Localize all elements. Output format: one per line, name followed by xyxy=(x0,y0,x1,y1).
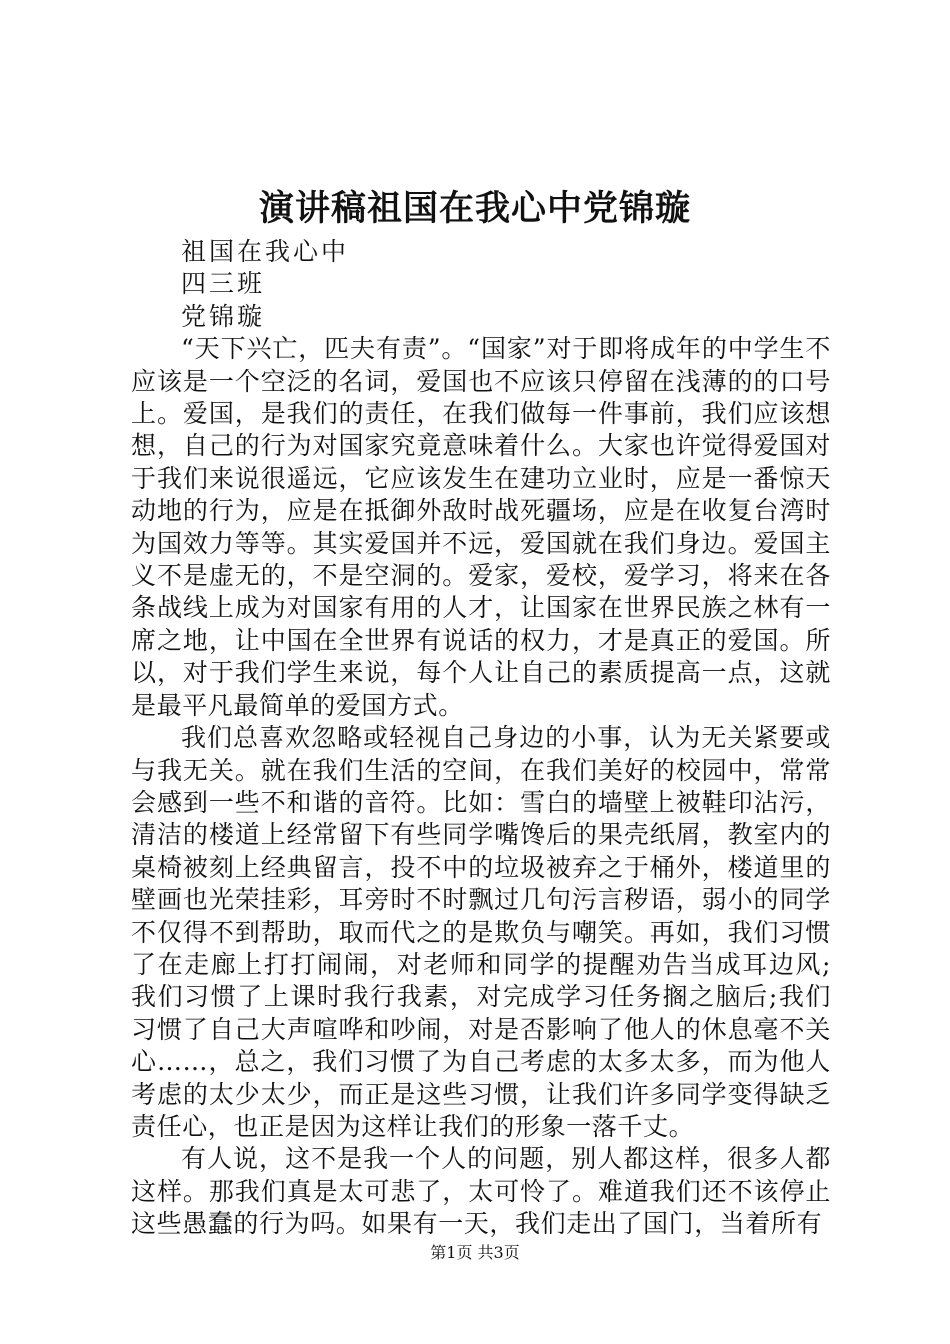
paragraph-1: “天下兴亡，匹夫有责”。“国家”对于即将成年的中学生不应该是一个空泛的名词，爱国也不应该只停留在浅薄的的口号上。爱国，是我们的责任，在我们做每一件事前，我们应该想想，自己的行为对国家究竟意味着什么。大家也许觉得爱国对于我们来说很遥远，它应该发生在建功立业时，应是一番惊天动地的行为，应是在抵御外敌时战死疆场，应是在收复台湾时为国效力等等。其实爱国并不远，爱国就在我们身边。爱国主义不是虚无的，不是空洞的。爱家，爱校，爱学习，将来在各条战线上成为对国家有用的人才，让国家在世界民族之林有一席之地，让中国在全世界有说话的权力，才是真正的爱国。所以，对于我们学生来说，每个人让自己的素质提高一点，这就是最平凡最简单的爱国方式。 xyxy=(131,334,831,720)
paragraph-3: 有人说，这不是我一个人的问题，别人都这样，很多人都这样。那我们真是太可悲了，太可怜了。难道我们还不该停止这些愚蠢的行为吗。如果有一天，我们走出了国门，当着所有 xyxy=(131,1144,831,1239)
document-body xyxy=(131,236,831,1241)
class-name: 四三班 xyxy=(181,269,266,299)
author-name: 党锦璇 xyxy=(181,301,266,331)
document-title: 演讲稿祖国在我心中党锦璇 xyxy=(258,188,691,229)
page-footer: 第1页 共3页 xyxy=(430,1243,520,1262)
speech-heading: 祖国在我心中 xyxy=(181,237,350,266)
paragraph-2: 我们总喜欢忽略或轻视自己身边的小事，认为无关紧要或与我无关。就在我们生活的空间，在我们美好的校园中，常常会感到一些不和谐的音符。比如：雪白的墙壁上被鞋印沾污，清洁的楼道上经常留下有些同学嘴馋后的果壳纸屑，教室内的桌椅被刻上经典留言，投不中的垃圾被弃之于桶外，楼道里的壁画也光荣挂彩，耳旁时不时飘过几句污言秽语，弱小的同学不仅得不到帮助，取而代之的是欺负与嘲笑。再如，我们习惯了在走廊上打打闹闹，对老师和同学的提醒劝告当成耳边风;我们习惯了上课时我行我素，对完成学习任务搁之脑后;我们习惯了自己大声喧哗和吵闹，对是否影响了他人的休息毫不关心……，总之，我们习惯了为自己考虑的太多太多，而为他人考虑的太少太少，而正是这些习惯，让我们许多同学变得缺乏责任心，也正是因为这样让我们的形象一落千丈。 xyxy=(131,723,831,1141)
